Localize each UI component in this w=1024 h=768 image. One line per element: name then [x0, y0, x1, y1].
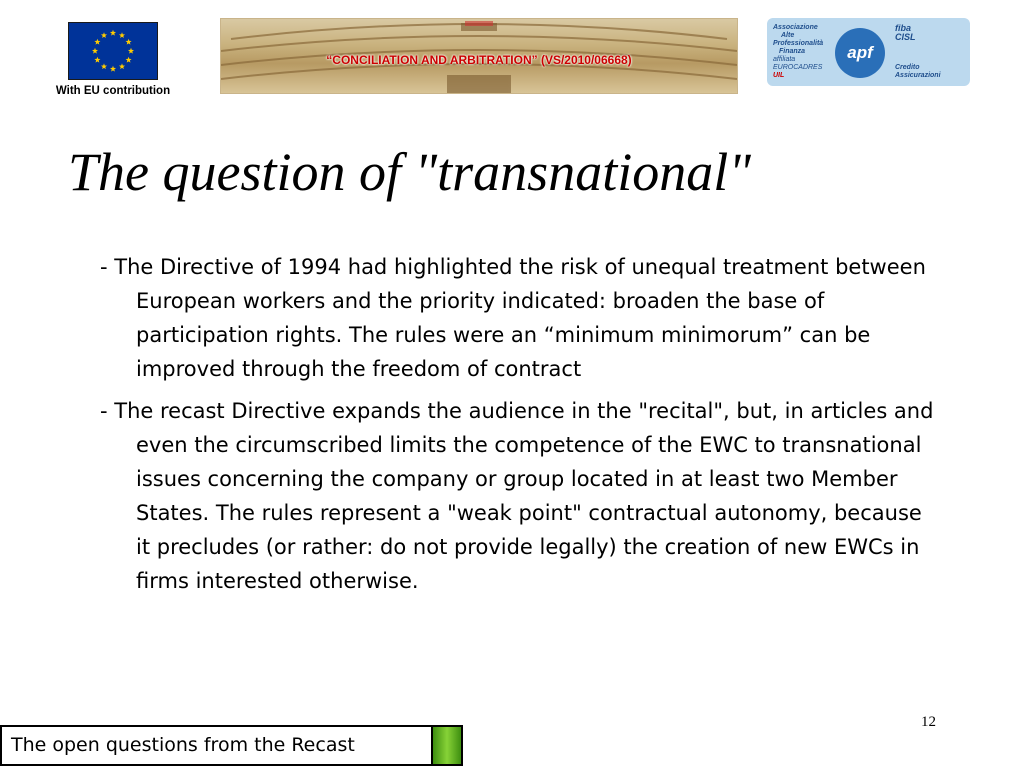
page-number: 12 [921, 714, 936, 730]
paragraph-recast-directive: - The recast Directive expands the audience in the "recital", but, in articles and even the circumscribed limits the competence of the EWC to transnational issues concerning the company or group located in at least two Member States. The rules represent a "weak point" contractual autonomy, because it precludes (or rather: do not provide legally) the creation of new EWCs in firms interested otherwise. [100, 399, 934, 593]
eu-star [101, 32, 107, 38]
eu-star [119, 63, 125, 69]
eu-contribution-caption: With EU contribution [55, 85, 171, 97]
slide-body [100, 250, 940, 606]
eu-star [94, 57, 100, 63]
eu-star [94, 39, 100, 45]
credito-text: Credito Assicurazioni [895, 64, 941, 79]
eu-star [119, 32, 125, 38]
eu-star [126, 57, 132, 63]
parliament-banner [220, 18, 738, 94]
apf-fiba-logo [767, 18, 970, 86]
project-banner-title: “CONCILIATION AND ARBITRATION” (VS/2010/06668) [326, 53, 632, 67]
eu-star [128, 48, 134, 54]
eu-star [101, 63, 107, 69]
eu-stars-icon [69, 23, 157, 79]
eu-star [92, 48, 98, 54]
eu-star [126, 39, 132, 45]
footer-section-label: The open questions from the Recast [0, 725, 433, 766]
slide-title: The question of "transnational" [68, 142, 751, 202]
apf-circle-logo: apf [835, 28, 885, 78]
eu-star [110, 30, 116, 36]
fiba-cisl-text: fiba CISL [895, 23, 916, 42]
logo-association-text: Associazione Alte Professionalità Finanza affiliata EUROCADRES UIL [773, 24, 824, 79]
eu-star [110, 66, 116, 72]
paragraph-directive-1994: - The Directive of 1994 had highlighted the risk of unequal treatment between European workers and the priority indicated: broaden the base of participation rights. The rules were an “minimum minimorum” can be improved through the freedom of contract [100, 255, 926, 381]
footer-green-marker [433, 725, 463, 766]
eu-flag-logo [68, 22, 158, 80]
